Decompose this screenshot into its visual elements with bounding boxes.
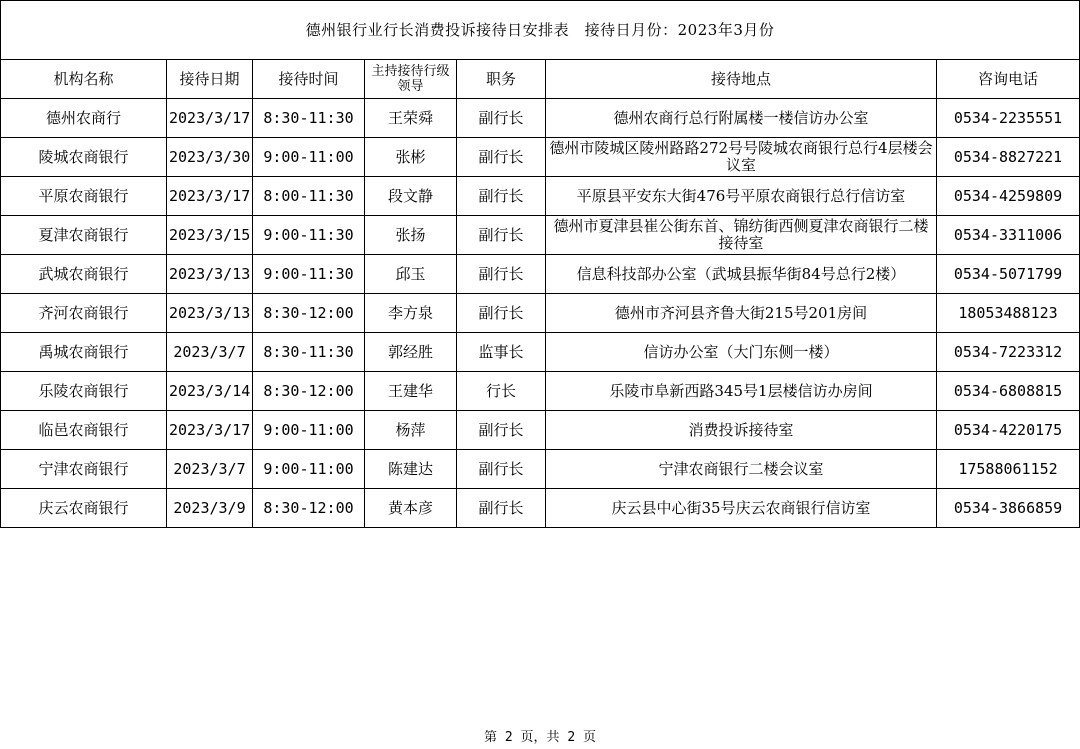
leader-cell: 邱玉 [365,255,457,294]
institution-cell: 平原农商银行 [1,177,167,216]
time-cell: 8:30-12:00 [253,372,365,411]
location-cell: 平原县平安东大街476号平原农商银行总行信访室 [546,177,937,216]
phone-cell: 17588061152 [937,450,1080,489]
phone-cell: 0534-5071799 [937,255,1080,294]
table-row [1,255,1080,294]
position-cell: 副行长 [457,177,546,216]
phone-cell: 0534-2235551 [937,99,1080,138]
date-cell: 2023/3/17 [167,177,253,216]
location-cell: 德州市齐河县齐鲁大街215号201房间 [546,294,937,333]
leader-cell: 王荣舜 [365,99,457,138]
phone-cell: 0534-3866859 [937,489,1080,528]
position-cell: 副行长 [457,138,546,177]
header-institution: 机构名称 [1,60,167,99]
table-row [1,372,1080,411]
date-cell: 2023/3/17 [167,411,253,450]
institution-cell: 陵城农商银行 [1,138,167,177]
time-cell: 9:00-11:00 [253,411,365,450]
date-cell: 2023/3/13 [167,294,253,333]
table-row [1,138,1080,177]
page-number-footer: 第 2 页，共 2 页 [484,730,596,745]
institution-cell: 德州农商行 [1,99,167,138]
leader-cell: 郭经胜 [365,333,457,372]
date-cell: 2023/3/7 [167,333,253,372]
phone-cell: 0534-4220175 [937,411,1080,450]
header-phone: 咨询电话 [937,60,1080,99]
date-cell: 2023/3/14 [167,372,253,411]
header-leader: 主持接待行级领导 [365,60,457,99]
table-row [1,411,1080,450]
institution-cell: 齐河农商银行 [1,294,167,333]
phone-cell: 0534-4259809 [937,177,1080,216]
page-title: 德州银行业行长消费投诉接待日安排表 接待日月份：2023年3月份 [1,1,1080,60]
date-cell: 2023/3/30 [167,138,253,177]
location-cell: 乐陵市阜新西路345号1层楼信访办房间 [546,372,937,411]
title-row [1,1,1080,60]
table-row [1,450,1080,489]
time-cell: 8:00-11:30 [253,177,365,216]
table-row [1,333,1080,372]
institution-cell: 临邑农商银行 [1,411,167,450]
time-cell: 8:30-11:30 [253,333,365,372]
time-cell: 9:00-11:00 [253,138,365,177]
table-row [1,294,1080,333]
time-cell: 8:30-11:30 [253,99,365,138]
position-cell: 副行长 [457,294,546,333]
date-cell: 2023/3/7 [167,450,253,489]
position-cell: 副行长 [457,450,546,489]
date-cell: 2023/3/13 [167,255,253,294]
location-cell: 信息科技部办公室（武城县振华街84号总行2楼） [546,255,937,294]
location-cell: 信访办公室（大门东侧一楼） [546,333,937,372]
location-cell: 德州农商行总行附属楼一楼信访办公室 [546,99,937,138]
time-cell: 8:30-12:00 [253,489,365,528]
phone-cell: 0534-3311006 [937,216,1080,255]
position-cell: 行长 [457,372,546,411]
table-row [1,216,1080,255]
institution-cell: 夏津农商银行 [1,216,167,255]
institution-cell: 宁津农商银行 [1,450,167,489]
time-cell: 8:30-12:00 [253,294,365,333]
table-row [1,177,1080,216]
location-cell: 德州市陵城区陵州路路272号号陵城农商银行总行4层楼会议室 [546,138,937,177]
location-cell: 庆云县中心街35号庆云农商银行信访室 [546,489,937,528]
location-cell: 德州市夏津县崔公街东首、锦纺街西侧夏津农商银行二楼接待室 [546,216,937,255]
table-row [1,489,1080,528]
leader-cell: 王建华 [365,372,457,411]
leader-cell: 张彬 [365,138,457,177]
header-date: 接待日期 [167,60,253,99]
institution-cell: 乐陵农商银行 [1,372,167,411]
header-position: 职务 [457,60,546,99]
header-row [1,60,1080,99]
position-cell: 副行长 [457,216,546,255]
leader-cell: 段文静 [365,177,457,216]
institution-cell: 武城农商银行 [1,255,167,294]
position-cell: 监事长 [457,333,546,372]
header-time: 接待时间 [253,60,365,99]
time-cell: 9:00-11:30 [253,216,365,255]
position-cell: 副行长 [457,255,546,294]
location-cell: 宁津农商银行二楼会议室 [546,450,937,489]
leader-cell: 杨萍 [365,411,457,450]
phone-cell: 0534-7223312 [937,333,1080,372]
leader-cell: 陈建达 [365,450,457,489]
location-cell: 消费投诉接待室 [546,411,937,450]
date-cell: 2023/3/15 [167,216,253,255]
leader-cell: 李方泉 [365,294,457,333]
time-cell: 9:00-11:00 [253,450,365,489]
phone-cell: 0534-8827221 [937,138,1080,177]
table-row [1,99,1080,138]
time-cell: 9:00-11:30 [253,255,365,294]
date-cell: 2023/3/17 [167,99,253,138]
phone-cell: 0534-6808815 [937,372,1080,411]
phone-cell: 18053488123 [937,294,1080,333]
institution-cell: 庆云农商银行 [1,489,167,528]
position-cell: 副行长 [457,99,546,138]
header-location: 接待地点 [546,60,937,99]
position-cell: 副行长 [457,411,546,450]
leader-cell: 张扬 [365,216,457,255]
institution-cell: 禹城农商银行 [1,333,167,372]
date-cell: 2023/3/9 [167,489,253,528]
leader-cell: 黄本彦 [365,489,457,528]
position-cell: 副行长 [457,489,546,528]
